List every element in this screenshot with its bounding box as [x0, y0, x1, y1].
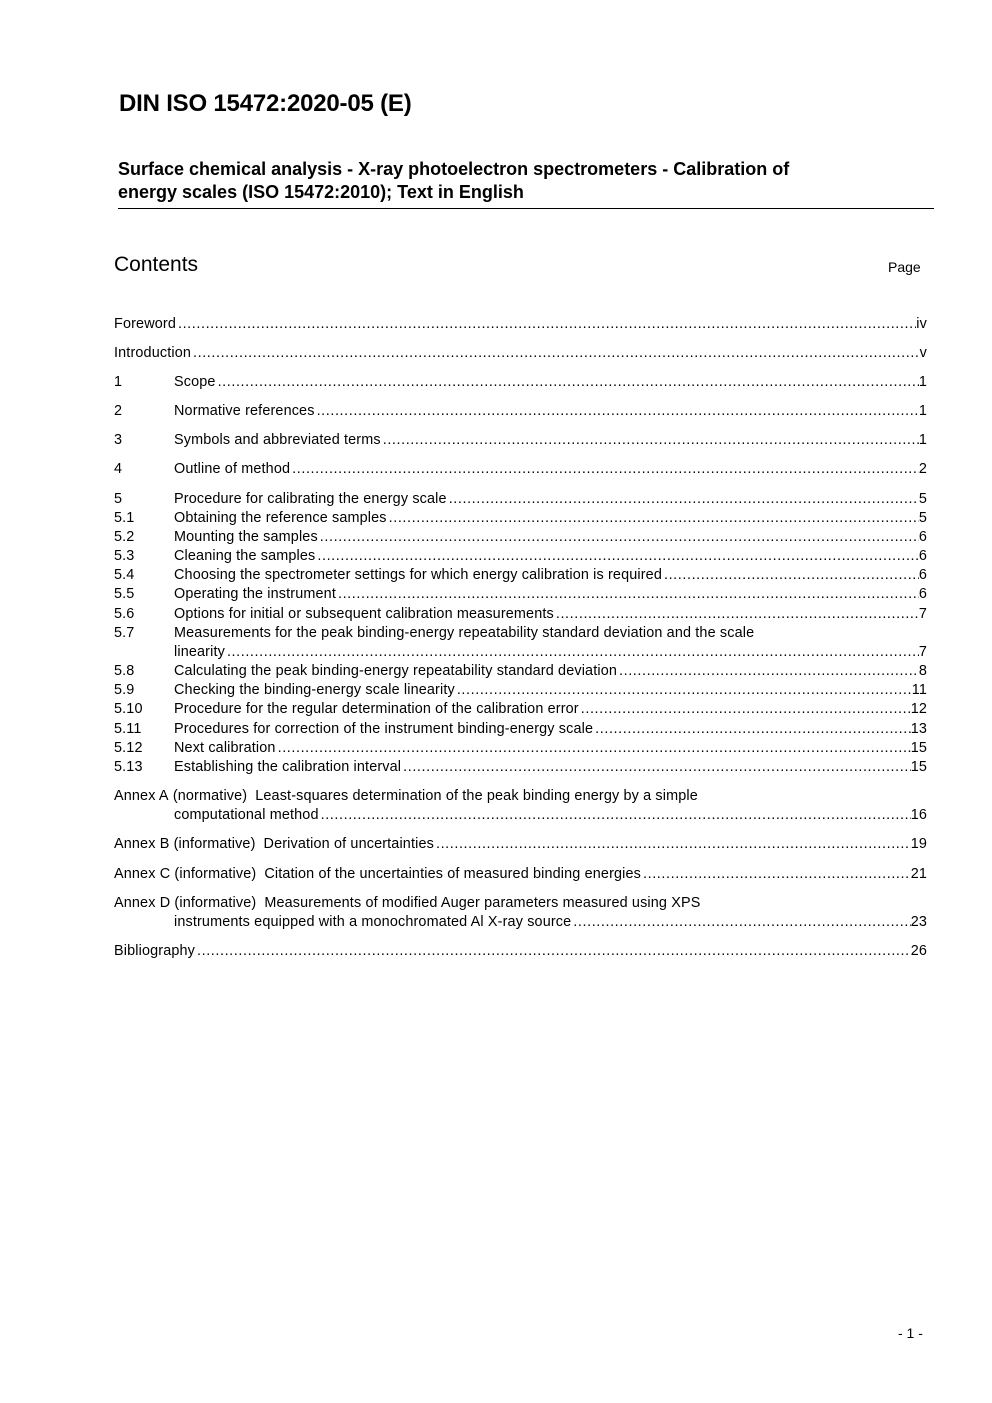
document-subtitle — [118, 158, 934, 209]
toc-title: Foreword — [114, 316, 176, 332]
toc-number: 5.10 — [114, 701, 143, 717]
toc-leader-dots — [617, 662, 919, 681]
toc-leader-dots — [276, 739, 911, 758]
toc-title-continued: computational method — [174, 807, 319, 823]
toc-page-number: 5 — [918, 510, 927, 526]
toc-title: Cleaning the samples — [174, 548, 316, 564]
annex-label: Annex D — [114, 895, 171, 911]
annex-label: Annex A — [114, 788, 169, 804]
toc-entry-5-8[interactable] — [114, 662, 927, 681]
toc-page-number: 1 — [918, 403, 927, 419]
toc-number: 5 — [114, 491, 123, 507]
toc-number: 5.5 — [114, 586, 135, 602]
toc-number: 5.2 — [114, 529, 135, 545]
toc-leader-dots — [290, 460, 919, 479]
toc-page-number: 2 — [918, 461, 927, 477]
toc-entry-5-1[interactable] — [114, 509, 927, 528]
toc-leader-dots — [319, 806, 911, 825]
toc-title: Outline of method — [174, 461, 291, 477]
toc-title: Next calibration — [174, 740, 276, 756]
toc-title: Obtaining the reference samples — [174, 510, 387, 526]
toc-entry-annex-a[interactable] — [114, 787, 927, 825]
toc-title: Procedure for the regular determination of the calibration error — [174, 701, 579, 717]
toc-leader-dots — [191, 344, 920, 363]
toc-entry-5-12[interactable] — [114, 739, 927, 758]
toc-number: 1 — [114, 374, 123, 390]
toc-number: 5.8 — [114, 663, 135, 679]
toc-title-continued: linearity — [174, 644, 225, 660]
toc-title: Choosing the spectrometer settings for which energy calibration is required — [174, 567, 662, 583]
toc-number: 5.1 — [114, 510, 135, 526]
toc-entry-5-4[interactable] — [114, 566, 927, 585]
toc-number: 5.4 — [114, 567, 135, 583]
toc-number: 2 — [114, 403, 123, 419]
annex-type: (informative) — [174, 866, 257, 882]
toc-page-number: 1 — [918, 374, 927, 390]
toc-leader-dots — [176, 315, 916, 334]
toc-page-number: 11 — [911, 682, 927, 698]
toc-entry-5-9[interactable] — [114, 681, 927, 700]
toc-entry-5-3[interactable] — [114, 547, 927, 566]
annex-type: (informative) — [173, 836, 256, 852]
toc-page-number: 16 — [910, 807, 927, 823]
subtitle-line-2: energy scales (ISO 15472:2010); Text in English — [118, 182, 524, 202]
toc-title: Procedure for calibrating the energy scale — [174, 491, 447, 507]
toc-page-number: 6 — [918, 586, 927, 602]
toc-page-number: 26 — [910, 943, 927, 959]
annex-type: (normative) — [172, 788, 248, 804]
toc-page-number: 13 — [910, 721, 927, 737]
toc-leader-dots — [455, 681, 912, 700]
toc-page-number: 7 — [918, 606, 927, 622]
toc-leader-dots — [195, 942, 911, 961]
toc-leader-dots — [318, 528, 919, 547]
annex-type: (informative) — [174, 895, 257, 911]
toc-number: 5.6 — [114, 606, 135, 622]
annex-label: Annex C — [114, 866, 171, 882]
toc-leader-dots — [381, 431, 919, 450]
toc-entry-scope[interactable] — [114, 373, 927, 392]
toc-entry-symbols[interactable] — [114, 431, 927, 450]
toc-leader-dots — [641, 865, 911, 884]
page-column-label: Page — [888, 259, 921, 275]
toc-page-number: 5 — [918, 491, 927, 507]
contents-heading: Contents — [114, 253, 199, 276]
toc-leader-dots — [315, 402, 919, 421]
toc-number: 5.3 — [114, 548, 135, 564]
toc-page-number: 6 — [918, 529, 927, 545]
toc-title: Calculating the peak binding-energy repeatability standard deviation — [174, 663, 618, 679]
toc-title: Least-squares determination of the peak binding energy by a simple — [255, 788, 698, 804]
toc-entry-outline-of-method[interactable] — [114, 460, 927, 479]
toc-page-number: v — [919, 345, 927, 361]
toc-number: 5.9 — [114, 682, 135, 698]
toc-number: 5.12 — [114, 740, 143, 756]
toc-title: Establishing the calibration interval — [174, 759, 402, 775]
toc-page-number: 23 — [910, 914, 927, 930]
toc-title: Derivation of uncertainties — [263, 836, 434, 852]
toc-title: Introduction — [114, 345, 191, 361]
toc-leader-dots — [315, 547, 918, 566]
toc-entry-procedure[interactable] — [114, 490, 927, 509]
toc-leader-dots — [447, 490, 919, 509]
toc-entry-5-5[interactable] — [114, 585, 927, 604]
toc-leader-dots — [387, 509, 919, 528]
toc-page-number: iv — [916, 316, 927, 332]
toc-entry-annex-c[interactable] — [114, 865, 927, 884]
toc-entry-foreword[interactable] — [114, 315, 927, 334]
toc-leader-dots — [579, 700, 911, 719]
toc-page-number: 21 — [910, 866, 927, 882]
toc-entry-5-7[interactable] — [114, 624, 927, 662]
toc-entry-5-10[interactable] — [114, 700, 927, 719]
toc-number: 4 — [114, 461, 123, 477]
document-id-title: DIN ISO 15472:2020-05 (E) — [119, 90, 412, 117]
toc-entry-5-2[interactable] — [114, 528, 927, 547]
toc-title: Operating the instrument — [174, 586, 336, 602]
toc-page-number: 12 — [910, 701, 927, 717]
toc-leader-dots — [662, 566, 919, 585]
toc-number: 5.13 — [114, 759, 143, 775]
toc-title: Citation of the uncertainties of measured binding energies — [264, 866, 642, 882]
toc-leader-dots — [593, 720, 911, 739]
toc-page-number: 15 — [910, 759, 927, 775]
toc-page-number: 7 — [918, 644, 927, 660]
toc-title-continued: instruments equipped with a monochromated Al X-ray source — [174, 914, 572, 930]
toc-title: Symbols and abbreviated terms — [174, 432, 381, 448]
toc-leader-dots — [225, 643, 919, 662]
toc-entry-5-6[interactable] — [114, 605, 927, 624]
toc-entry-bibliography[interactable] — [114, 942, 927, 961]
footer-page-number: - 1 - — [898, 1325, 923, 1341]
toc-number: 5.11 — [114, 721, 142, 737]
toc-entry-introduction[interactable] — [114, 344, 927, 363]
toc-leader-dots — [401, 758, 911, 777]
toc-page-number: 19 — [910, 836, 927, 852]
toc-entry-normative-references[interactable] — [114, 402, 927, 421]
toc-title: Mounting the samples — [174, 529, 318, 545]
subtitle-line-1: Surface chemical analysis - X-ray photoelectron spectrometers - Calibration of — [118, 159, 790, 179]
toc-title: Checking the binding-energy scale linearity — [174, 682, 455, 698]
toc-number: 5.7 — [114, 625, 135, 641]
toc-leader-dots — [336, 585, 919, 604]
toc-page-number: 6 — [918, 567, 927, 583]
toc-title: Normative references — [174, 403, 315, 419]
toc-leader-dots — [571, 913, 910, 932]
toc-title: Scope — [174, 374, 216, 390]
toc-page-number: 6 — [918, 548, 927, 564]
toc-leader-dots — [434, 835, 911, 854]
toc-title: Bibliography — [114, 943, 195, 959]
toc-leader-dots — [216, 373, 919, 392]
toc-entry-annex-d[interactable] — [114, 894, 927, 932]
toc-entry-annex-b[interactable] — [114, 835, 927, 854]
toc-page-number: 15 — [910, 740, 927, 756]
toc-page-number: 1 — [918, 432, 927, 448]
toc-title: Procedures for correction of the instrument binding-energy scale — [174, 721, 594, 737]
toc-title: Measurements of modified Auger parameters measured using XPS — [264, 895, 701, 911]
toc-title: Measurements for the peak binding-energy repeatability standard deviation and the scale — [174, 625, 755, 641]
annex-label: Annex B — [114, 836, 170, 852]
toc-leader-dots — [554, 605, 919, 624]
toc-entry-5-13[interactable] — [114, 758, 927, 777]
toc-entry-5-11[interactable] — [114, 720, 927, 739]
toc-number: 3 — [114, 432, 123, 448]
toc-title: Options for initial or subsequent calibration measurements — [174, 606, 554, 622]
toc-page-number: 8 — [918, 663, 927, 679]
